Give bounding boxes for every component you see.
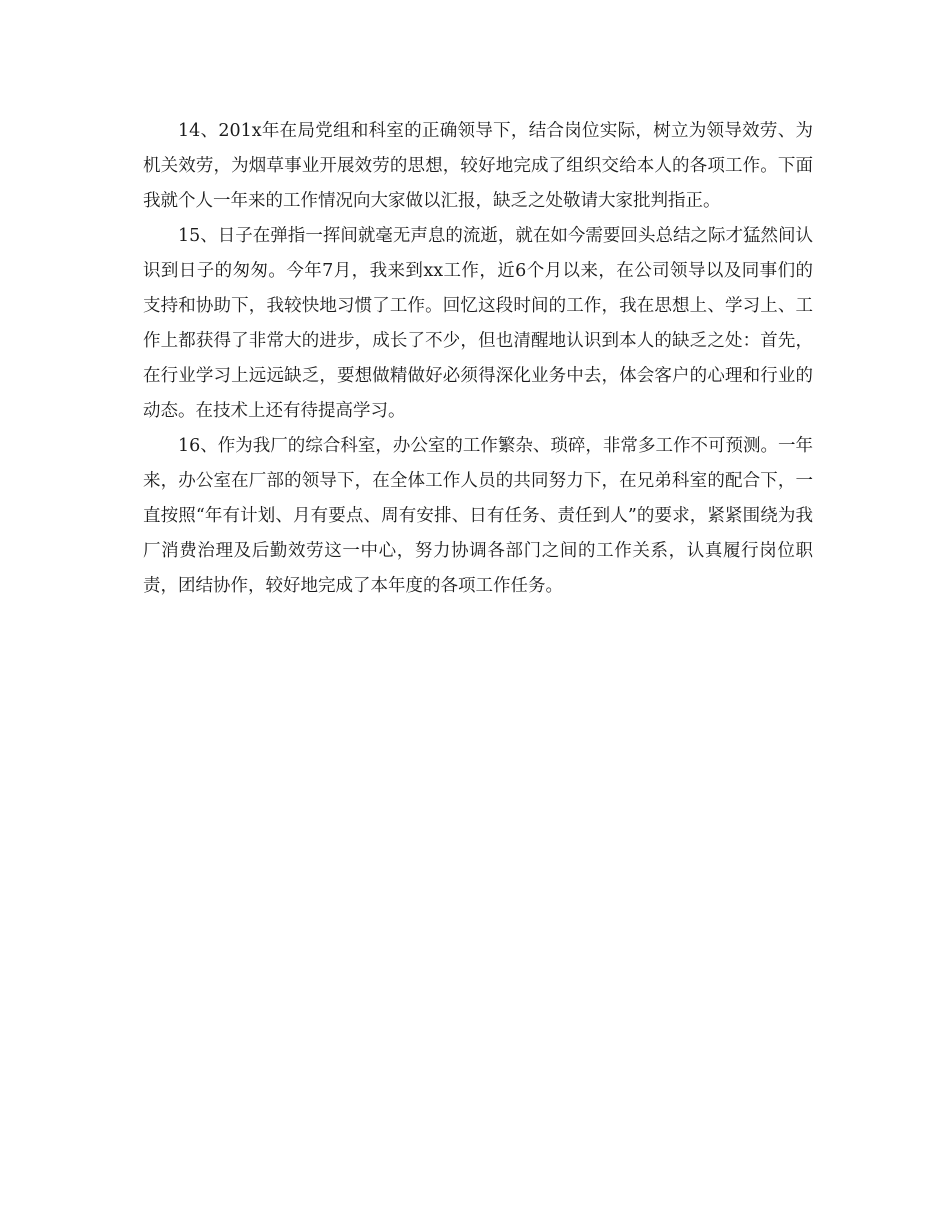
paragraph-16: 16、作为我厂的综合科室，办公室的工作繁杂、琐碎，非常多工作不可预测。一年来，办公室在厂部的领导下，在全体工作人员的共同努力下，在兄弟科室的配合下，一直按照“年有计划、月有要点、周有安排、日有任务、责任到人”的要求，紧紧围绕为我厂消费治理及后勤效劳这一中心，努力协调各部门之间的工作关系，认真履行岗位职责，团结协作，较好地完成了本年度的各项工作任务。 xyxy=(143,436,813,596)
paragraph-14: 14、201x年在局党组和科室的正确领导下，结合岗位实际，树立为领导效劳、为机关效劳，为烟草事业开展效劳的思想，较好地完成了组织交给本人的各项工作。下面我就个人一年来的工作情况向大家做以汇报，缺乏之处敬请大家批判指正。 xyxy=(143,121,813,211)
document-body xyxy=(143,114,813,604)
paragraph-15: 15、日子在弹指一挥间就毫无声息的流逝，就在如今需要回头总结之际才猛然间认识到日子的匆匆。今年7月，我来到xx工作，近6个月以来，在公司领导以及同事们的支持和协助下，我较快地习惯了工作。回忆这段时间的工作，我在思想上、学习上、工作上都获得了非常大的进步，成长了不少，但也清醒地认识到本人的缺乏之处：首先，在行业学习上远远缺乏，要想做精做好必须得深化业务中去，体会客户的心理和行业的动态。在技术上还有待提高学习。 xyxy=(143,226,813,421)
